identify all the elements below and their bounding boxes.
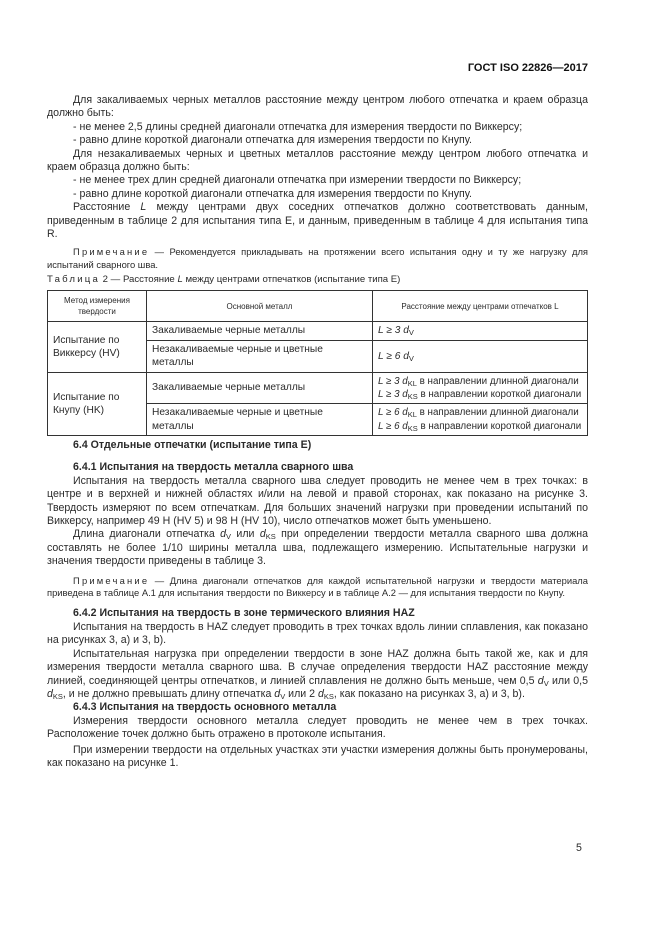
subscript: KS [52,691,63,701]
section-heading: 6.4 Отдельные отпечатки (испытание типа E) [73,439,312,451]
subscript: KS [407,392,418,402]
formula: L ≥ 6 d [378,350,409,362]
text: в направлении длинной диагонали [416,375,579,387]
subscript: KS [265,532,276,542]
paragraph [47,528,588,568]
paragraph: Испытания на твердость в HAZ следует проводить в трех точках вдоль линии сплавления, как показано на рисунках 3, а) и 3, b). [47,620,588,647]
text: , как показано на рисунках 3, а) и 3, b). [333,687,525,700]
metal-cell: Закаливаемые черные металлы [147,322,373,340]
symbol: d [537,674,544,687]
subscript: V [280,691,286,701]
subscript: V [543,678,549,688]
formula: L ≥ 3 d [378,325,409,337]
table-caption [47,273,588,286]
subscript: V [408,328,414,338]
text: между центрами двух соседних отпечатков должно соответствовать данным, приведенным в таблице 2 для испытания типа E, и данным, приведенным в таблице 4 для испытания типа R. [47,201,588,241]
subscript: KL [407,378,417,388]
symbol: d [47,687,53,700]
text: или 0,5 [548,674,588,687]
method-cell: Испытание по Кнупу (HK) [48,372,147,436]
text: или [231,528,260,541]
formula: L ≥ 6 d [378,420,408,432]
metal-cell: Незакаливаемые черные и цветные металлы [147,340,373,372]
symbol: d [274,687,281,700]
text: , и не должно превышать длину отпечатка [62,687,275,700]
paragraph: Для незакаливаемых черных и цветных металлов расстояние между центром любого отпечатка и краем образца должно быть: [47,147,588,174]
note-label: Примечание [73,574,150,586]
list-item: - равно длине короткой диагонали отпечатка для измерения твердости по Кнупу. [73,134,472,147]
symbol: d [220,528,227,541]
symbol: d [317,687,324,700]
subscript: KL [407,410,417,420]
formula: L ≥ 6 d [378,407,408,419]
text: или 2 [285,687,318,700]
document-id: ГОСТ ISO 22826—2017 [467,62,588,74]
text: между центрами отпечатков (испытание типа E) [182,274,401,285]
caption-label: Таблица [47,274,101,285]
text: в направлении короткой диагонали [417,420,582,432]
paragraph: При измерении твердости на отдельных участках эти участки измерения должны быть пронумерованы, как показано на рисунке 1. [47,743,588,769]
subscript: V [408,353,414,363]
column-header: Основной металл [147,291,373,322]
text: 2 — Расстояние [100,274,178,285]
note-text: — Рекомендуется прикладывать на протяжении всего испытания одну и ту же нагрузку для испытаний сварного шва. [47,246,588,270]
paragraph [47,648,588,702]
distance-table [47,290,588,436]
list-item: - не менее трех длин средней диагонали отпечатка при измерении твердости по Виккерсу; [73,174,522,187]
column-header: Метод измерения твердости [48,291,147,322]
distance-cell [373,322,588,340]
text: Расстояние [73,201,141,214]
metal-cell: Закаливаемые черные металлы [147,372,373,404]
note [47,246,588,271]
intro-section [47,94,588,271]
symbol: L [140,201,147,214]
note [47,575,588,600]
section-heading: 6.4.1 Испытания на твердость металла сварного шва [73,461,354,474]
note-text: — Длина диагонали отпечатков для каждой испытательной нагрузки и твердости материала приведена в таблице А.1 для испытания твердости по Виккерсу и в таблице А.2 — для испытания твердости по Кнупу. [47,574,588,599]
section-heading: 6.4.2 Испытания на твердость в зоне термического влияния HAZ [73,607,415,620]
metal-cell: Незакаливаемые черные и цветные металлы [147,404,373,436]
text: в направлении длинной диагонали [416,407,579,419]
distance-cell [373,340,588,372]
symbol: d [259,528,266,541]
section-heading: 6.4.3 Испытания на твердость основного металла [73,701,337,714]
table-row [48,322,588,340]
method-cell: Испытание по Виккерсу (HV) [48,322,147,372]
symbol: L [177,274,183,285]
paragraph: Измерения твердости основного металла следует проводить не менее чем в трех точках. Расположение точек должно быть отражено в протоколе испытания. [47,714,588,741]
column-header: Расстояние между центрами отпечатков L [373,291,588,322]
section-6-4 [47,439,588,770]
paragraph: Испытания на твердость металла сварного шва следует проводить не менее чем в трех точках: в центре и в верхней и нижней областях и/или на левой и правой сторонах, как показано на рисунке 3. Твердость измеряют по всем отпечаткам. Для больших значений нагрузки при проведении испытаний по Виккерсу, например 49 Н (HV 5) и 98 Н (HV 10), число отпечатков может быть уменьшено. [47,474,588,528]
note-label: Примечание [73,246,150,258]
text: в направлении короткой диагонали [417,389,582,401]
subscript: V [226,532,232,542]
page-number: 5 [576,842,582,854]
text: при определении твердости металла сварного шва должна составлять не более 1/10 ширины металла шва, подлежащего измерению. Испытательные нагрузки и значения твердости приведены в таблице 3. [47,528,589,568]
formula: L ≥ 3 d [378,375,408,387]
paragraph [47,201,588,241]
list-item: - не менее 2,5 длины средней диагонали отпечатка для измерения твердости по Виккерсу; [73,120,523,133]
distance-cell [373,372,588,404]
subscript: KS [323,691,334,701]
text: Длина диагонали отпечатка [73,528,221,541]
table-row [48,372,588,404]
paragraph: Для закаливаемых черных металлов расстояние между центром любого отпечатка и краем образца должно быть: [47,94,588,120]
formula: L ≥ 3 d [378,389,408,401]
list-item: - равно длине короткой диагонали отпечатка для измерения твердости по Кнупу. [73,187,472,200]
table-2 [47,273,588,436]
text: Испытательная нагрузка при определении твердости в зоне HAZ должна быть такой же, как и для измерения твердости металла сварного шва. В случае определения твердости HAZ расстояние между линией, соединяющей центры отпечатков, и линией сплавления не должно быть меньше, чем 0,5 [47,647,588,687]
subscript: KS [407,423,418,433]
distance-cell [373,404,588,436]
table-header-row [48,291,588,322]
